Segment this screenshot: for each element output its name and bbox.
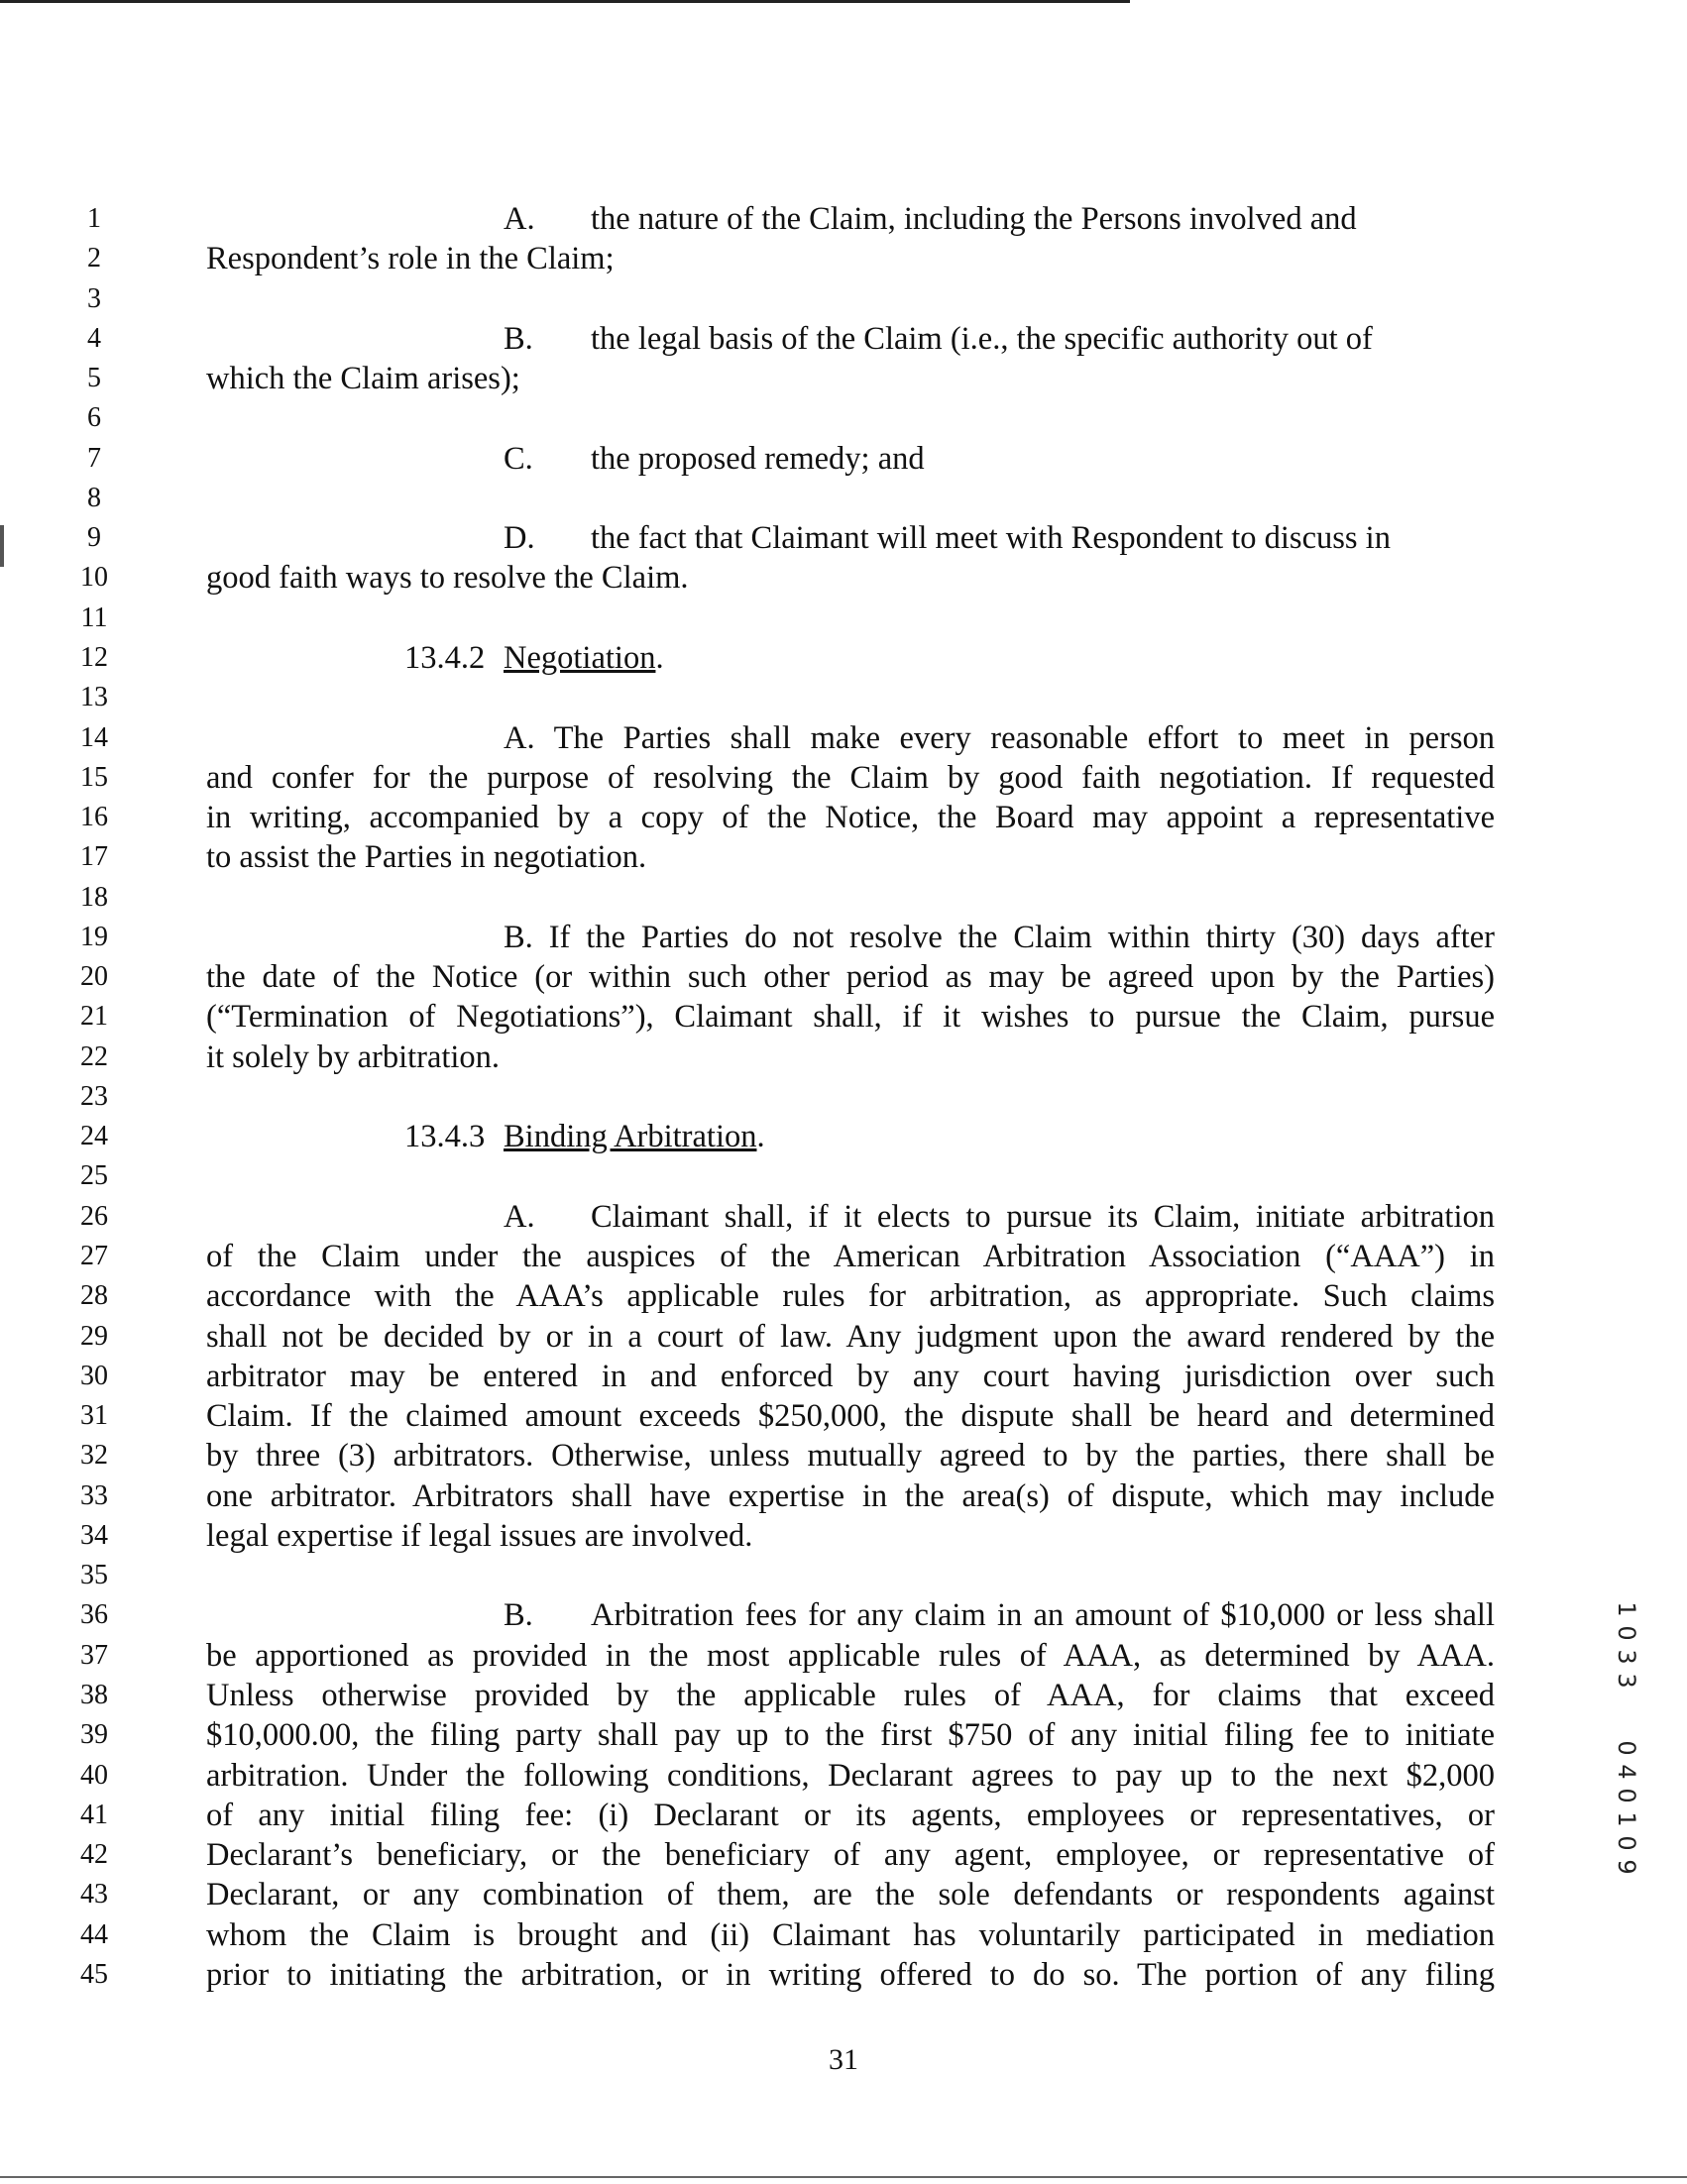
body-text: Unless otherwise provided by the applicable rules of AAA, for claims that exceed xyxy=(206,1677,1495,1713)
line-number: 23 xyxy=(80,1080,108,1112)
document-line xyxy=(0,360,1687,397)
line-number: 27 xyxy=(80,1241,108,1272)
document-line xyxy=(0,1038,1687,1076)
line-number: 44 xyxy=(80,1918,108,1950)
line-number: 10 xyxy=(80,562,108,594)
stamp-char: 9 xyxy=(1613,1859,1640,1875)
line-number: 31 xyxy=(80,1400,108,1432)
document-line xyxy=(0,1517,1687,1555)
line-number: 25 xyxy=(80,1160,108,1192)
section-number: 13.4.3 xyxy=(404,1119,486,1155)
stamp-char: 0 xyxy=(1613,1625,1640,1641)
line-number: 14 xyxy=(80,721,108,753)
line-number: 30 xyxy=(80,1360,108,1391)
document-line xyxy=(0,799,1687,836)
document-line xyxy=(0,1437,1687,1474)
body-text: to assist the Parties in negotiation. xyxy=(206,839,647,876)
document-line xyxy=(0,1876,1687,1913)
stamp-char: 0 xyxy=(1613,1740,1640,1756)
document-line xyxy=(0,240,1687,277)
item-label: C. xyxy=(504,440,533,477)
line-number: 20 xyxy=(80,961,108,993)
line-number: 7 xyxy=(87,442,101,474)
line-number: 16 xyxy=(80,802,108,833)
document-line xyxy=(0,1318,1687,1356)
document-line xyxy=(0,998,1687,1036)
stamp-char: 3 xyxy=(1613,1673,1640,1689)
document-line xyxy=(0,1716,1687,1754)
document-line xyxy=(0,440,1687,478)
section-heading-punct: . xyxy=(756,1119,765,1155)
item-label: A. xyxy=(504,201,535,237)
line-number: 18 xyxy=(80,881,108,913)
line-number: 29 xyxy=(80,1320,108,1352)
document-line xyxy=(0,639,1687,677)
line-number: 15 xyxy=(80,761,108,793)
paragraph-lead: A. The Parties shall make every reasonable effort to meet in person xyxy=(504,719,1495,756)
document-line xyxy=(0,919,1687,956)
line-number: 43 xyxy=(80,1879,108,1911)
body-text: Respondent’s role in the Claim; xyxy=(206,241,615,277)
item-label: B. xyxy=(504,1597,533,1634)
body-text: be apportioned as provided in the most applicable rules of AAA, as determined by AAA. xyxy=(206,1637,1495,1674)
document-line xyxy=(0,1557,1687,1594)
line-number: 38 xyxy=(80,1679,108,1710)
section-heading-wrap xyxy=(504,1118,765,1155)
section-number: 13.4.2 xyxy=(404,639,486,676)
line-number: 28 xyxy=(80,1280,108,1312)
stamp-char: 1 xyxy=(1613,1601,1640,1617)
document-line xyxy=(0,679,1687,716)
line-number: 33 xyxy=(80,1479,108,1511)
document-line xyxy=(0,200,1687,238)
body-text: shall not be decided by or in a court of law. Any judgment upon the award rendered by the xyxy=(206,1318,1495,1355)
line-number: 45 xyxy=(80,1958,108,1990)
document-line xyxy=(0,1677,1687,1714)
item-text: Claimant shall, if it elects to pursue its Claim, initiate arbitration xyxy=(591,1198,1495,1235)
line-number: 19 xyxy=(80,921,108,952)
document-line xyxy=(0,519,1687,557)
line-number: 22 xyxy=(80,1040,108,1072)
line-number: 9 xyxy=(87,522,101,554)
item-label: B. xyxy=(504,320,533,357)
line-number: 12 xyxy=(80,641,108,673)
item-text: Arbitration fees for any claim in an amount of $10,000 or less shall xyxy=(591,1597,1495,1634)
item-label: D. xyxy=(504,520,535,557)
body-text: good faith ways to resolve the Claim. xyxy=(206,560,689,597)
body-text: one arbitrator. Arbitrators shall have expertise in the area(s) of dispute, which may include xyxy=(206,1477,1495,1514)
body-text: $10,000.00, the filing party shall pay up to the first $750 of any initial filing fee to initiate xyxy=(206,1717,1495,1754)
line-number: 17 xyxy=(80,841,108,873)
line-number: 34 xyxy=(80,1519,108,1551)
document-line xyxy=(0,1358,1687,1395)
body-text: the date of the Notice (or within such other period as may be agreed upon by the Parties) xyxy=(206,959,1495,996)
document-line xyxy=(0,1238,1687,1275)
document-line xyxy=(0,1157,1687,1195)
body-text: arbitration. Under the following conditions, Declarant agrees to pay up to the next $2,000 xyxy=(206,1757,1495,1794)
body-text: legal expertise if legal issues are involved. xyxy=(206,1517,753,1554)
body-text: of any initial filing fee: (i) Declarant or its agents, employees or representatives, or xyxy=(206,1797,1495,1833)
document-line xyxy=(0,759,1687,797)
body-text: in writing, accompanied by a copy of the Notice, the Board may appoint a representative xyxy=(206,800,1495,836)
line-number: 37 xyxy=(80,1639,108,1671)
line-number: 35 xyxy=(80,1560,108,1591)
document-line xyxy=(0,559,1687,597)
body-text: Declarant’s beneficiary, or the beneficiary of any agent, employee, or representative of xyxy=(206,1837,1495,1874)
line-number: 42 xyxy=(80,1839,108,1871)
line-number: 36 xyxy=(80,1599,108,1631)
document-line xyxy=(0,1118,1687,1155)
paragraph-lead: B. If the Parties do not resolve the Claim within thirty (30) days after xyxy=(504,919,1495,955)
item-text: the proposed remedy; and xyxy=(591,440,925,477)
body-text: accordance with the AAA’s applicable rules for arbitration, as appropriate. Such claims xyxy=(206,1278,1495,1315)
stamp-char: 0 xyxy=(1613,1788,1640,1803)
item-text: the nature of the Claim, including the Persons involved and xyxy=(591,201,1357,237)
line-number: 3 xyxy=(87,282,101,314)
line-number: 6 xyxy=(87,402,101,434)
body-text: it solely by arbitration. xyxy=(206,1038,501,1075)
line-number: 5 xyxy=(87,363,101,394)
stamp-char: 1 xyxy=(1613,1811,1640,1827)
body-text: prior to initiating the arbitration, or in writing offered to do so. The portion of any filing xyxy=(206,1956,1495,1993)
line-number: 13 xyxy=(80,682,108,713)
document-line xyxy=(0,1757,1687,1795)
document-line xyxy=(0,838,1687,876)
document-line xyxy=(0,480,1687,517)
line-number: 41 xyxy=(80,1799,108,1830)
document-line xyxy=(0,1277,1687,1315)
line-number: 1 xyxy=(87,203,101,234)
document-line xyxy=(0,958,1687,996)
body-text: arbitrator may be entered in and enforced by any court having jurisdiction over such xyxy=(206,1358,1495,1394)
stamp-char: 4 xyxy=(1613,1764,1640,1780)
item-text: the legal basis of the Claim (i.e., the specific authority out of xyxy=(591,320,1373,357)
body-text: and confer for the purpose of resolving the Claim by good faith negotiation. If requested xyxy=(206,759,1495,796)
line-number: 8 xyxy=(87,482,101,513)
document-line xyxy=(0,879,1687,917)
section-heading: Binding Arbitration xyxy=(504,1119,757,1155)
document-line xyxy=(0,280,1687,318)
line-number: 24 xyxy=(80,1121,108,1152)
section-heading: Negotiation xyxy=(504,639,656,676)
scan-top-border xyxy=(0,0,1130,3)
document-line xyxy=(0,1596,1687,1634)
body-text: whom the Claim is brought and (ii) Claimant has voluntarily participated in mediation xyxy=(206,1916,1495,1953)
body-text: which the Claim arises); xyxy=(206,361,520,397)
section-heading-punct: . xyxy=(655,639,664,676)
document-line xyxy=(0,1916,1687,1954)
section-heading-wrap xyxy=(504,639,664,677)
document-line xyxy=(0,1797,1687,1834)
line-number: 32 xyxy=(80,1440,108,1472)
document-line xyxy=(0,1956,1687,1994)
line-number: 2 xyxy=(87,243,101,274)
stamp-char: 0 xyxy=(1613,1835,1640,1851)
scan-bottom-border xyxy=(0,2176,1687,2178)
document-line xyxy=(0,1477,1687,1515)
item-label: A. xyxy=(504,1198,535,1235)
page-number: 31 xyxy=(829,2043,858,2076)
document-line xyxy=(0,1198,1687,1236)
line-number: 39 xyxy=(80,1719,108,1751)
document-line xyxy=(0,320,1687,358)
line-number: 40 xyxy=(80,1759,108,1791)
line-number: 4 xyxy=(87,322,101,354)
document-line xyxy=(0,600,1687,637)
body-text: of the Claim under the auspices of the American Arbitration Association (“AAA”) in xyxy=(206,1239,1495,1275)
body-text: (“Termination of Negotiations”), Claimant shall, if it wishes to pursue the Claim, pursue xyxy=(206,999,1495,1036)
side-stamp xyxy=(1608,1595,1645,1875)
line-number: 21 xyxy=(80,1001,108,1033)
document-line xyxy=(0,1397,1687,1435)
document-line xyxy=(0,1836,1687,1874)
document-line xyxy=(0,719,1687,757)
document-line xyxy=(0,1078,1687,1116)
document-line xyxy=(0,1637,1687,1675)
body-text: Declarant, or any combination of them, are the sole defendants or respondents against xyxy=(206,1877,1495,1913)
body-text: Claim. If the claimed amount exceeds $250,000, the dispute shall be heard and determined xyxy=(206,1398,1495,1435)
item-text: the fact that Claimant will meet with Respondent to discuss in xyxy=(591,520,1391,557)
body-text: by three (3) arbitrators. Otherwise, unless mutually agreed to by the parties, there shall be xyxy=(206,1438,1495,1474)
document-line xyxy=(0,399,1687,437)
line-number: 26 xyxy=(80,1200,108,1232)
line-number: 11 xyxy=(80,601,108,633)
stamp-char: 3 xyxy=(1613,1649,1640,1665)
